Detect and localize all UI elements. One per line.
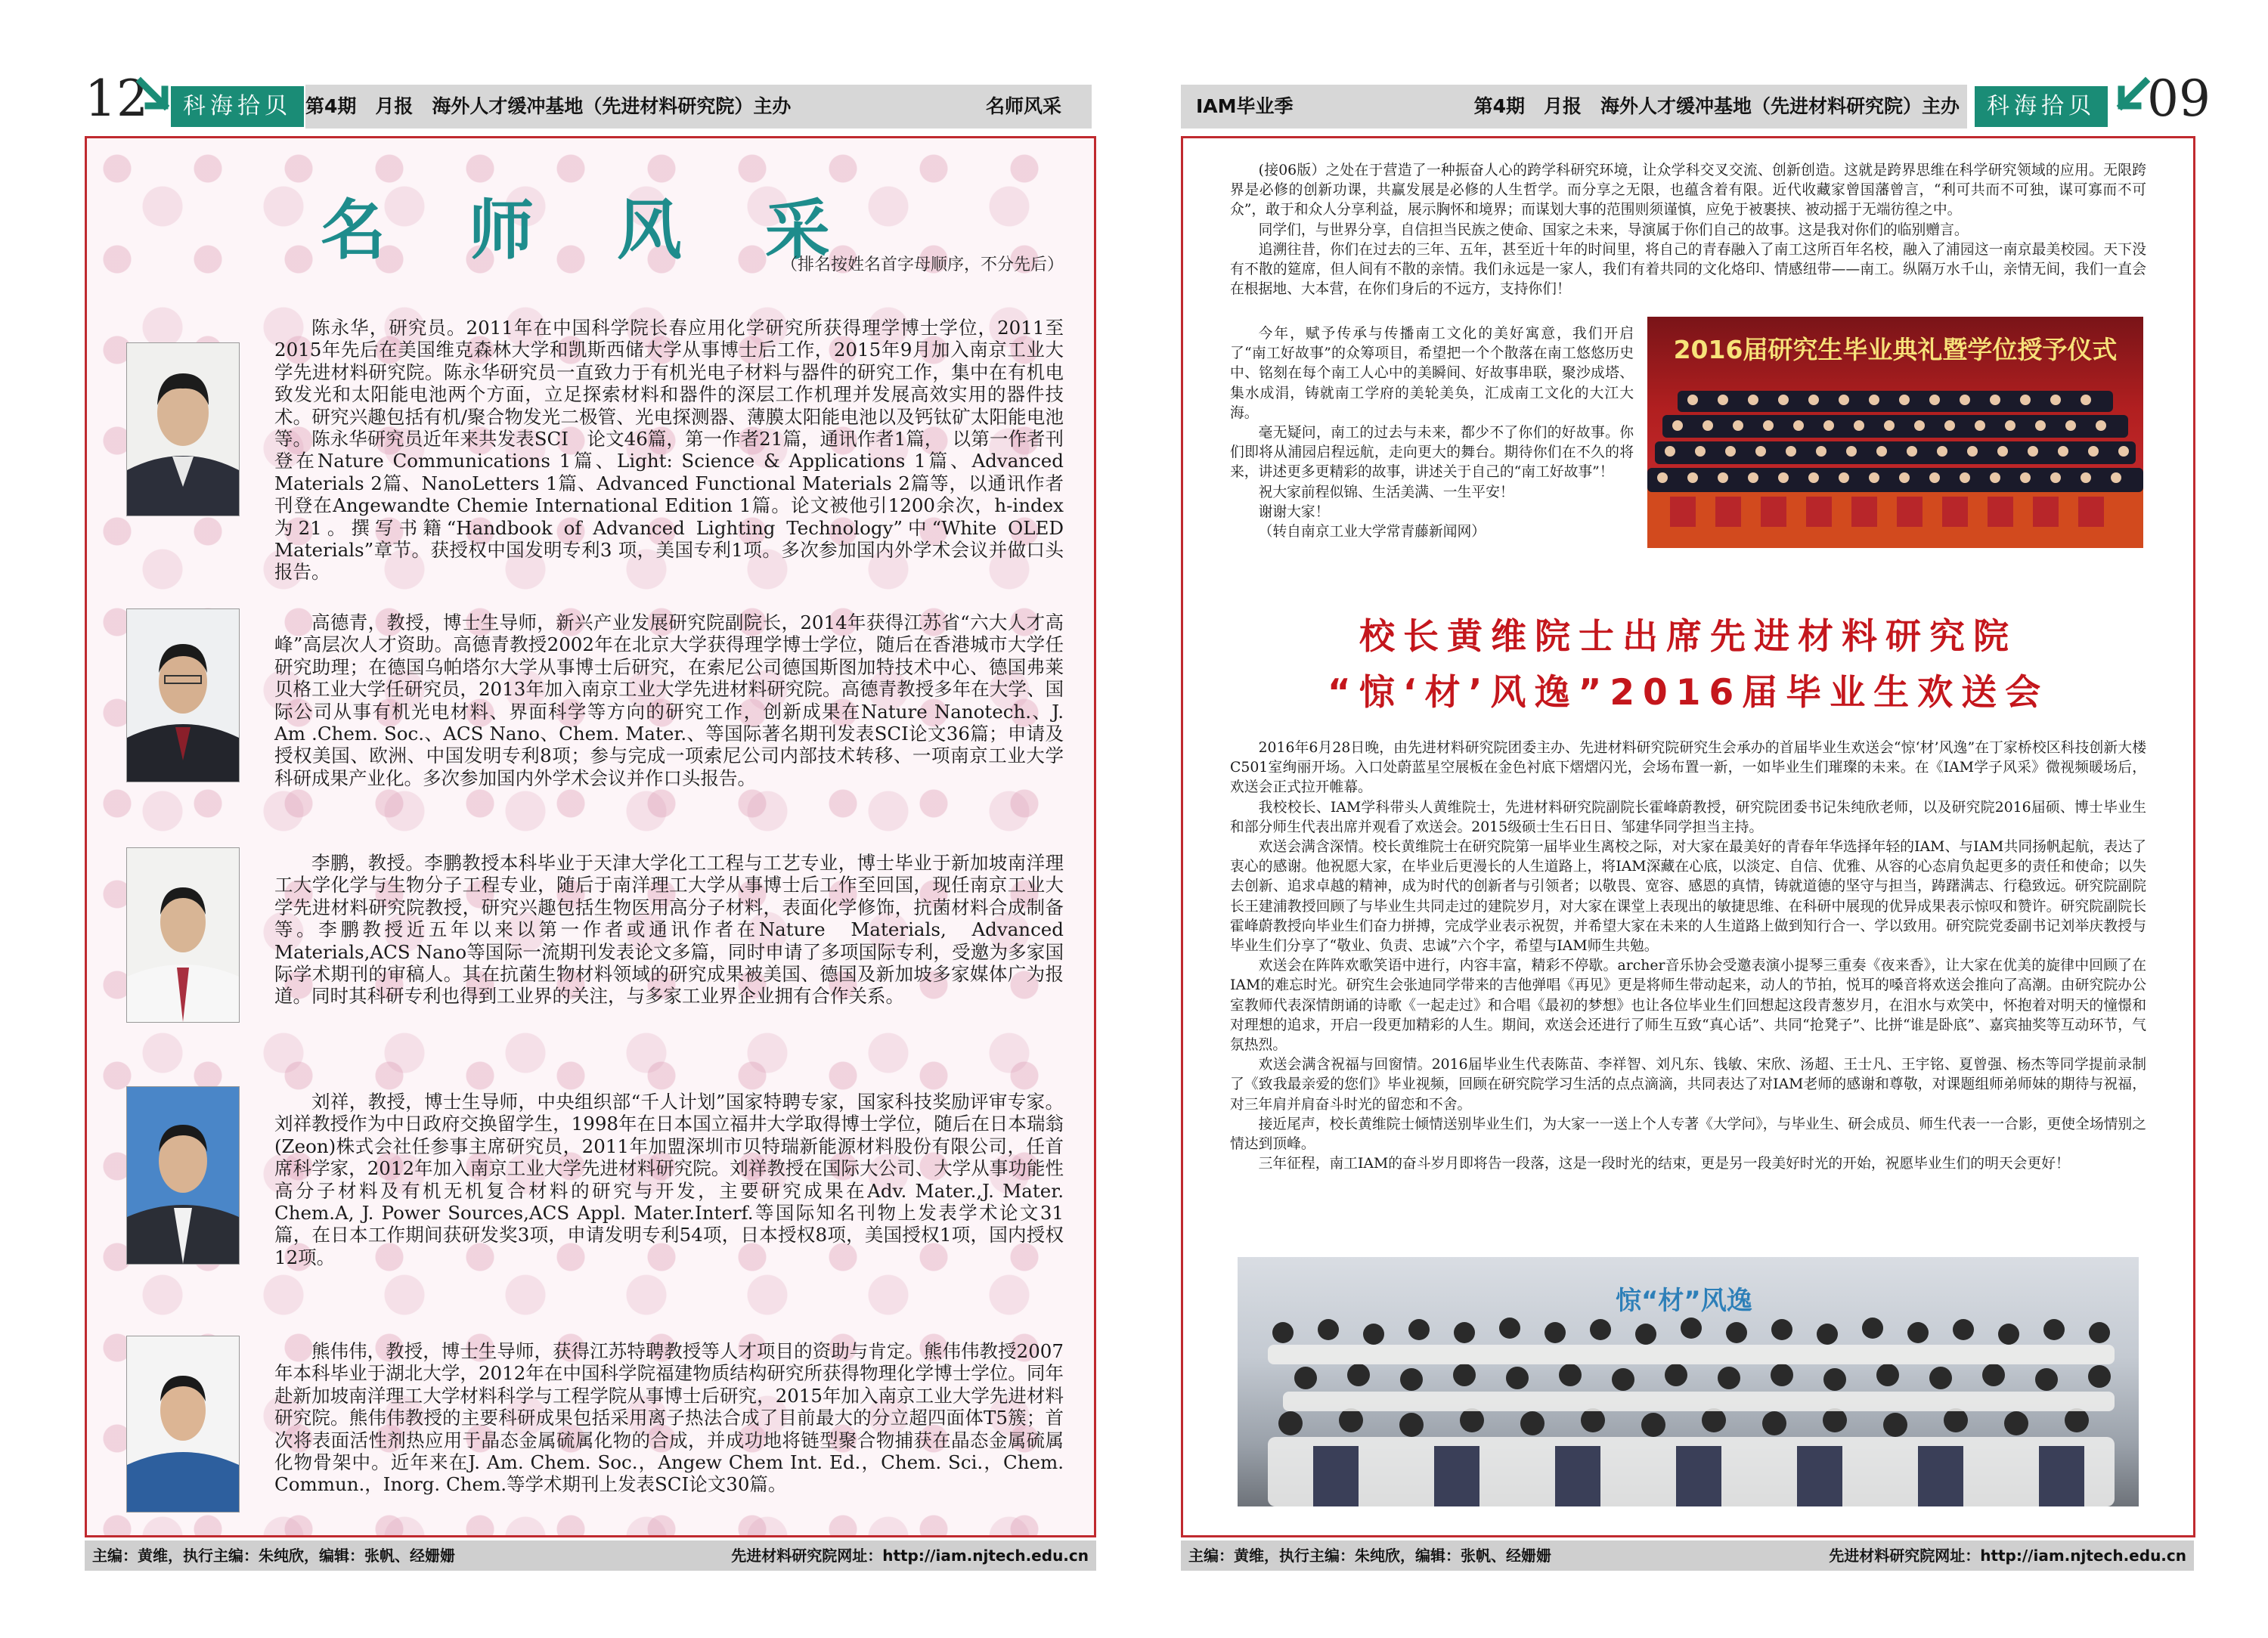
paragraph: 毫无疑问，南工的过去与未来，都少不了你们的好故事。你们即将从浦园启程远航，走向更大的舞台。期待你们在不久的将来，讲述更多更精彩的故事，讲述关于自己的“南工好故事”！ (1230, 425, 1634, 481)
farewell-group-photo (1238, 1257, 2139, 1506)
header-issue: 第4期 月报 海外人才缓冲基地（先进材料研究院）主办 (1473, 95, 1960, 117)
profile-text: 熊伟伟，教授，博士生导师，获得江苏特聘教授等人才项目的资助与肯定。熊伟伟教授2007年本科毕业于湖北大学，2012年在中国科学院福建物质结构研究所获得物理化学博士学位。同年赴新加坡南洋理工大学材料科学与工程学院从事博士后研究，2015年加入南京工业大学先进材料研究院。熊伟伟教授的主要科研成果包括采用离子热法合成了目前最大的分立超四面体T5簇；首次将表面活性剂热应用于晶态金属硫属化物的合成，并成功地将链型聚合物捕获在晶态金属硫属化物骨架中。近年来在J. Am. Chem. Soc.，Angew Chem Int. Ed.，Chem. Sci.，Chem. Commun.，Inorg. Chem.等学术期刊上发表SCI论文30篇。 (274, 1340, 1064, 1496)
footer-editors: 主编：黄维，执行主编：朱纯欣，编辑：张帆、经姗姗 (92, 1547, 455, 1565)
page-number: 09 (2147, 70, 2211, 128)
portrait-photo (126, 1336, 240, 1513)
right-page (1134, 0, 2268, 1638)
continuation-text (1230, 240, 2146, 300)
paragraph: 欢送会在阵阵欢歌笑语中进行，内容丰富，精彩不停歇。archer音乐协会受邀表演小提琴三重奏《夜来香》，让大家在优美的旋律中回顾了在IAM的难忘时光。研究生会张迪同学带来的吉他弹唱《再见》更是将师生带动起来，动人的节拍，悦耳的嗓音将欢送会推向了高潮。由研究院办公室教师代表深情朗诵的诗歌《一起走过》和合唱《最初的梦想》也让各位毕业生们回想起这段青葱岁月，在泪水与欢笑中，怀抱着对明天的憧憬和对理想的追求，开启一段更加精彩的人生。期间，欢送会还进行了师生互致“真心话”、共同“抢凳子”、比拼“谁是卧底”、嘉宾抽奖等互动环节，气氛热烈。 (1230, 958, 2146, 1054)
side-text (1230, 324, 1634, 542)
paragraph: 欢送会满含深情。校长黄维院士在研究院第一届毕业生离校之际，对大家在最美好的青春年华选择年轻的IAM、与IAM共同扬帆起航，表达了衷心的感谢。他祝愿大家，在毕业后更漫长的人生道路上，将IAM深藏在心底，以淡定、自信、优雅、从容的心态肩负起更多的责任和使命；以失去创新、追求卓越的精神，成为时代的创新者与引领者；以敬畏、宽容、感恩的真情，铸就道德的坚守与担当，踌躇满志、行稳致远。研究院副院长王建浦教授回顾了与毕业生共同走过的建院岁月，对大家在课堂上表现出的敏捷思维、在科研中展现的优异成果表示惊叹和赞许。研究院副院长霍峰蔚教授向毕业生们奋力拼搏，完成学业表示祝贺，并希望大家在未来的人生道路上做到知行合一、学以致用。研究院党委副书记刘举庆教授与毕业生们分享了“敬业、负责、忠诚”六个字，希望与IAM师生共勉。 (1230, 839, 2146, 955)
paragraph: 谢谢大家！ (1258, 503, 1330, 520)
content-frame (85, 136, 1096, 1537)
column-logo: 科海拾贝 (171, 86, 304, 127)
paragraph: （转自南京工业大学常青藤新闻网） (1258, 524, 1486, 540)
header-bar (1181, 85, 1967, 129)
footer-bar (1181, 1540, 2194, 1571)
continuation-text (1230, 161, 2146, 240)
footer-bar (85, 1540, 1096, 1571)
footer-website: 先进材料研究院网址：http://iam.njtech.edu.cn (1829, 1547, 2186, 1565)
paragraph: 接近尾声，校长黄维院士倾情送别毕业生们，为大家一一送上个人专著《大学问》，与毕业生、研会成员、师生代表一一合影，更使全场情别之情达到顶峰。 (1230, 1116, 2146, 1153)
graduation-ceremony-photo (1647, 317, 2143, 548)
column-logo: 科海拾贝 (1975, 86, 2108, 127)
header-issue: 第4期 月报 海外人才缓冲基地（先进材料研究院）主办 (305, 95, 792, 117)
footer-editors: 主编：黄维，执行主编：朱纯欣，编辑：张帆、经姗姗 (1188, 1547, 1551, 1565)
paragraph: 2016年6月28日晚，由先进材料研究院团委主办、先进材料研究院研究生会承办的首届毕业生欢送会“惊‘材’风逸”在丁家桥校区科技创新大楼C501室绚丽开场。入口处蔚蓝星空展板在金色衬底下熠熠闪光，会场布置一新，一如毕业生们璀璨的未来。在《IAM学子风采》微视频暖场后，欢送会正式拉开帷幕。 (1230, 740, 2146, 796)
paragraph: 追溯往昔，你们在过去的三年、五年，甚至近十年的时间里，将自己的青春融入了南工这所百年名校，融入了浦园这一南京最美校园。天下没有不散的筵席，但人间有不散的亲情。我们永远是一家人，我们有着共同的文化烙印、情感纽带——南工。纵隔万水千山，亲情无间，我们一直会在根据地、大本营，在你们身后的不远方，支持你们！ (1230, 242, 2146, 298)
paragraph: 祝大家前程似锦、生活美满、一生平安！ (1258, 484, 1514, 500)
ordering-note: （排名按姓名首字母顺序，不分先后） (780, 255, 1064, 274)
portrait-photo (126, 1086, 240, 1265)
arrow-down-left-icon (2109, 76, 2152, 118)
header-bar (305, 85, 1092, 129)
attendees-group (1238, 1302, 2139, 1506)
event-title-line-2: “惊‘材’风逸”2016届毕业生欢送会 (1327, 672, 2050, 714)
header-section: IAM毕业季 (1196, 95, 1294, 117)
portrait-photo (126, 847, 240, 1023)
graduates-group (1647, 370, 2143, 548)
event-title-line-1: 校长黄维院士出席先进材料研究院 (1359, 616, 2017, 658)
profile-text: 刘祥，教授，博士生导师，中央组织部“千人计划”国家特聘专家，国家科技奖励评审专家。刘祥教授作为中日政府交换留学生，1998年在日本国立福井大学取得博士学位，随后在日本瑞翁(Zeon)株式会社任参事主席研究员，2011年加盟深圳市贝特瑞新能源材料股份有限公司，任首席科学家，2012年加入南京工业大学先进材料研究院。刘祥教授在国际大公司、大学从事功能性高分子材料及有机无机复合材料的研究与开发，主要研究成果在Adv. Mater.,J. Mater. Chem.A, J. Power Sources,ACS Appl. Mater.Interf.等国际知名刊物上发表学术论文31篇，在日本工作期间获研发奖3项，申请发明专利54项，日本授权8项，美国授权1项，国内授权12项。 (274, 1091, 1064, 1268)
footer-website: 先进材料研究院网址：http://iam.njtech.edu.cn (731, 1547, 1089, 1565)
paragraph: (接06版）之处在于营造了一种振奋人心的跨学科研究环境，让众学科交叉交流、创新创造。这就是跨界思维在科学研究领域的应用。无限跨界是必修的创新功课，共赢发展是必修的人生哲学。而分享之无限，也蕴含着有限。近代收藏家曾国藩曾言，“利可共而不可独，谋可寡而不可众”，敢于和众人分享利益，展示胸怀和境界；而谋划大事的范围则须谨慎，应免于被裹挟、被动摇于无端彷徨之中。 (1230, 163, 2146, 218)
paragraph: 今年，赋予传承与传播南工文化的美好寓意，我们开启了“南工好故事”的众筹项目，希望把一个个散落在南工悠悠历史中、铭刻在每个南工人心中的美瞬间、好故事串联，聚沙成塔、集水成涓，铸就南工学府的美轮美奂，汇成南工文化的大江大海。 (1230, 326, 1634, 421)
paragraph: 欢送会满含祝福与回窗情。2016届毕业生代表陈苗、李祥智、刘凡东、钱敏、宋欣、汤超、王士凡、王宇铭、夏曾强、杨杰等同学提前录制了《致我最亲爱的您们》毕业视频，回顾在研究院学习生活的点点滴滴，共同表达了对IAM老师的感谢和尊敬，对课题组师弟师妹的期待与祝福，对三年肩并肩奋斗时光的留恋和不舍。 (1230, 1057, 2146, 1113)
header-section: 名师风采 (985, 95, 1061, 117)
profile-text: 李鹏，教授。李鹏教授本科毕业于天津大学化工工程与工艺专业，博士毕业于新加坡南洋理工大学化学与生物分子工程专业，随后于南洋理工大学从事博士后工作至回国，现任南京工业大学先进材料研究院教授，研究兴趣包括生物医用高分子材料，表面化学修饰，抗菌材料合成制备等。李鹏教授近五年以来以第一作者或通讯作者在Nature Materials, Advanced Materials,ACS Nano等国际一流期刊发表论文多篇，同时申请了多项国际专利，受邀为多家国际学术期刊的审稿人。其在抗菌生物材料领域的研究成果被美国、德国及新加坡多家媒体广为报道。同时其科研专利也得到工业界的关注，与多家工业界企业拥有合作关系。 (274, 852, 1064, 1008)
paragraph: 我校校长、IAM学科带头人黄维院士，先进材料研究院副院长霍峰蔚教授，研究院团委书记朱纯欣老师，以及研究院2016届硕、博士毕业生和部分师生代表出席并观看了欢送会。2015级硕士生石日日、邹建华同学担当主持。 (1230, 799, 2146, 835)
page-title: 名 师 风 采 (321, 193, 860, 268)
paragraph: 同学们，与世界分享，自信担当民族之使命、国家之未来，导演属于你们自己的故事。这是我对你们的临别赠言。 (1258, 221, 1969, 238)
article-body (1230, 738, 2146, 1174)
portrait-photo (126, 342, 240, 516)
content-frame (1181, 136, 2195, 1537)
event-backdrop-text: 惊“材”风逸 (1616, 1286, 1752, 1316)
profile-text: 高德青，教授，博士生导师，新兴产业发展研究院副院长，2014年获得江苏省“六大人才高峰”高层次人才资助。高德青教授2002年在北京大学获得理学博士学位，随后在香港城市大学任研究助理；在德国乌帕塔尔大学从事博士后研究，在索尼公司德国斯图加特技术中心、德国弗莱贝格工业大学任研究员，2013年加入南京工业大学先进材料研究院。高德青教授多年在大学、国际公司从事有机光电材料、界面科学等方向的研究工作，创新成果在Nature Nanotech.、J. Am .Chem. Soc.、ACS Nano、Chem. Mater.、等国际著名期刊发表SCI论文36篇；申请及授权美国、欧洲、中国发明专利8项；参与完成一项索尼公司内部技术转移、一项南京工业大学科研成果产业化。多次参加国内外学术会议并作口头报告。 (274, 612, 1064, 789)
profile-text: 陈永华，研究员。2011年在中国科学院长春应用化学研究所获得理学博士学位，2011至2015年先后在美国维克森林大学和凯斯西储大学从事博士后工作，2015年9月加入南京工业大学先进材料研究院。陈永华研究员一直致力于有机光电子材料与器件的研究工作，集中在有机电致发光和太阳能电池两个方面，立足探索材料和器件的深层工作机理并发展高效实用的器件技术。研究兴趣包括有机/聚合物发光二极管、光电探测器、薄膜太阳能电池以及钙钛矿太阳能电池等。陈永华研究员近年来共发表SCI 论文46篇，第一作者21篇，通讯作者1篇， 以第一作者刊登在Nature Communications 1篇、Light: Science & Applications 1篇、Advanced Materials 2篇、NanoLetters 1篇、Advanced Functional Materials 2篇等，以通讯作者刊登在Angewandte Chemie International Edition 1篇。论文被他引1200余次，h-index 为21。撰写书籍“Handbook of Advanced Lighting Technology”中“White OLED Materials”章节。获授权中国发明专利3 项，美国专利1项。多次参加国内外学术会议并做口头报告。 (274, 317, 1064, 584)
paragraph: 三年征程，南工IAM的奋斗岁月即将告一段落，这是一段时光的结束，更是另一段美好时光的开始，祝愿毕业生们的明天会更好！ (1258, 1156, 2070, 1172)
portrait-photo (126, 608, 240, 782)
ceremony-banner: 2016届研究生毕业典礼暨学位授予仪式 (1673, 335, 2118, 364)
page-number: 12 (85, 70, 148, 128)
